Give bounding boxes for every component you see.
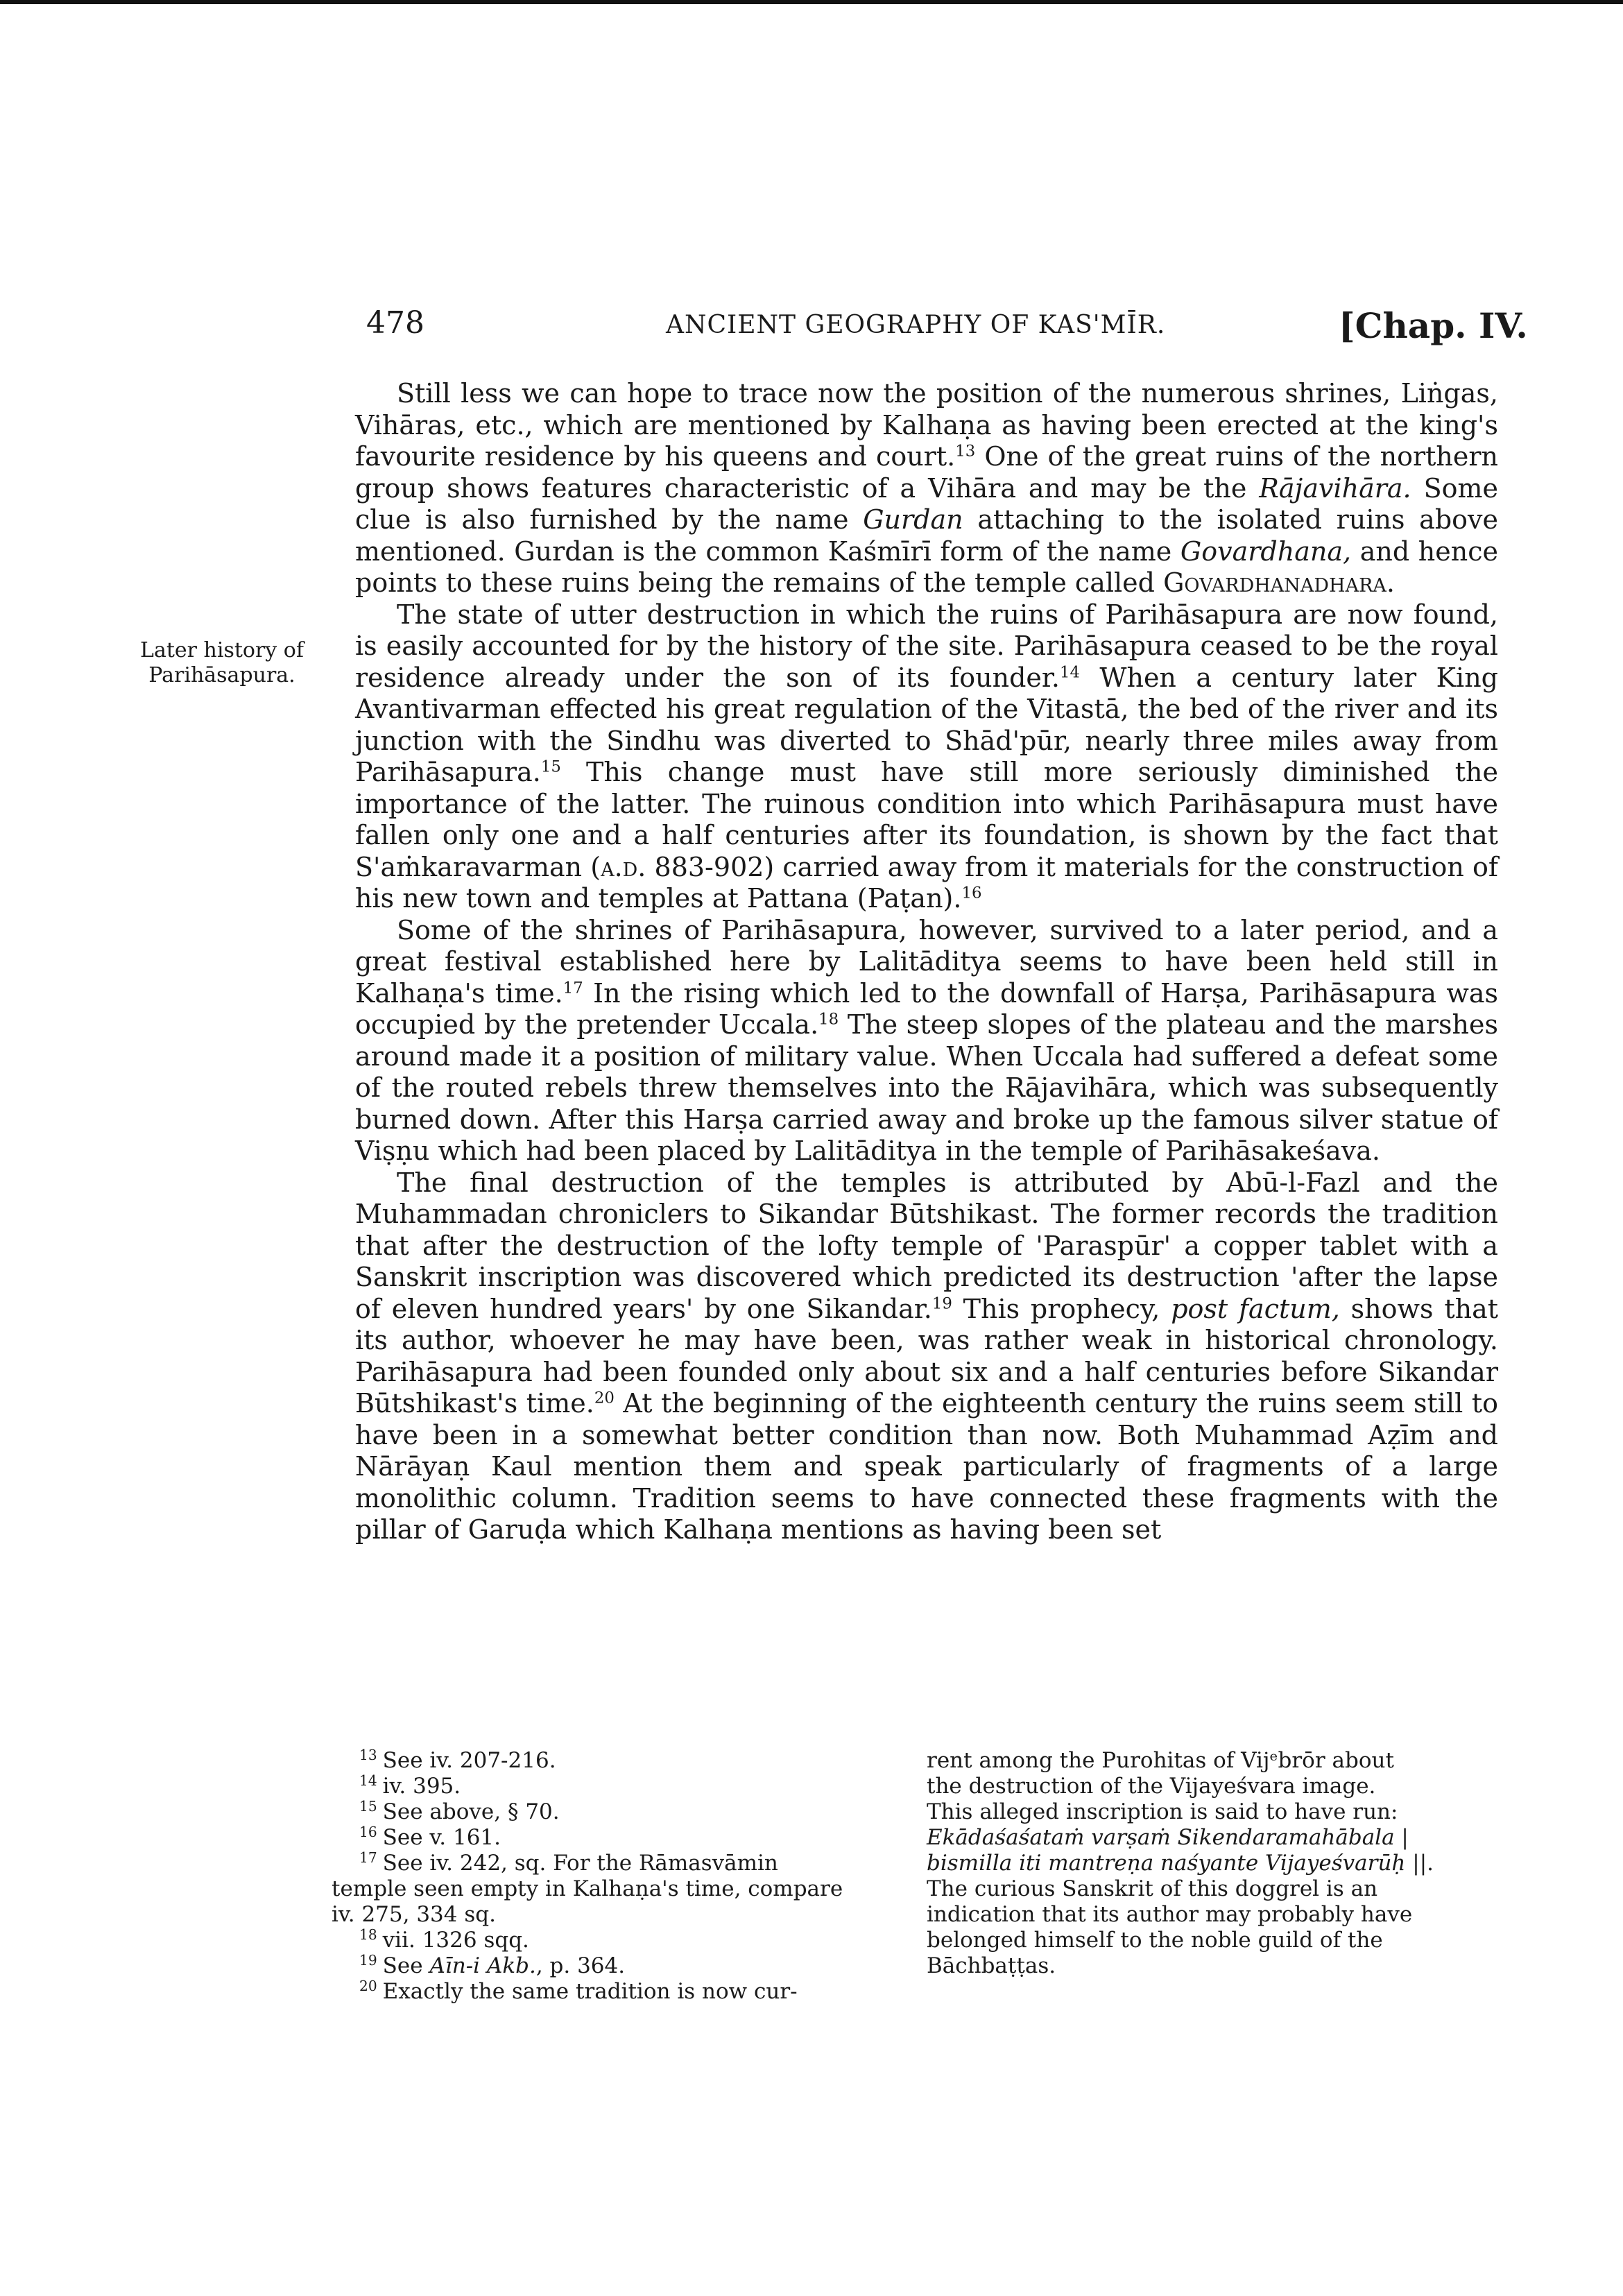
page-header — [0, 305, 1623, 354]
footnote-ref: 20 — [594, 1389, 615, 1407]
paragraph: Still less we can hope to trace now the position of the numerous shrines, Liṅgas, Vihāras, etc., which are mentioned by Kalhaṇa as having been erected at the king's favourite residence by his queens and court.$^{13}$ One of the great ruins of the northern group shows features characteristic of a Vihāra and may be the Rājavihāra. Some clue is also furnished by the name Gurdan attaching to the isolated ruins above mentioned. Gurdan is the common Kaśmīrī form of the name Govardhana, and hence points to these ruins being the remains of the temple called Govardhanadhara. — [355, 378, 1498, 598]
footnote-ref: 18 — [818, 1010, 839, 1029]
footnote-ref: 15 — [540, 757, 561, 776]
footnote-continuation: This alleged inscription is said to have run: — [927, 1799, 1398, 1824]
footnote: $^{16}$ See v. 161. — [359, 1823, 501, 1850]
footnote-ref: 13 — [955, 442, 976, 461]
footnote: $^{14}$ iv. 395. — [359, 1772, 461, 1799]
footnote: $^{18}$ vii. 1326 sqq. — [359, 1926, 529, 1953]
main-text — [355, 378, 1498, 1546]
footnote-continuation: Bāchbaṭṭas. — [927, 1953, 1056, 1978]
page-number: 478 — [366, 305, 424, 341]
footnote: $^{17}$ See iv. 242, sq. For the Rāmasvāmin — [359, 1849, 778, 1876]
paragraph: Some of the shrines of Parihāsapura, however, survived to a later period, and a great festival established here by Lalitāditya seems to have been held still in Kalhaṇa's time.$^{17}$ In the rising which led to the downfall of Harṣa, Parihāsapura was occupied by the pretender Uccala.$^{18}$ The steep slopes of the plateau and the marshes around made it a position of military value. When Uccala had suffered a defeat some of the routed rebels threw themselves into the Rājavihāra, which was subsequently burned down. After this Harṣa carried away and broke up the famous silver statue of Viṣṇu which had been placed by Lalitāditya in the temple of Parihāsakeśava. — [355, 914, 1499, 1166]
chapter-label: [Chap. IV. — [1339, 305, 1528, 346]
footnote: $^{13}$ See iv. 207-216. — [359, 1746, 556, 1773]
footnotes-left-column — [332, 1748, 893, 2005]
footnote-continuation: indication that its author may probably have — [927, 1902, 1413, 1927]
footnote-continuation: The curious Sanskrit of this doggrel is an — [927, 1876, 1378, 1901]
footnote-continuation: iv. 275, 334 sq. — [332, 1902, 496, 1927]
margin-note — [111, 638, 333, 688]
footnote: $^{20}$ Exactly the same tradition is now cur- — [359, 1977, 798, 2004]
footnote-ref: 17 — [563, 978, 583, 997]
footnote: $^{19}$ See Aīn-i Akb., p. 364. — [359, 1951, 626, 1978]
paragraph: The state of utter destruction in which the ruins of Parihāsapura are now found, is easily accounted for by the history of the site. Parihāsapura ceased to be the royal residence already under the son of its founder.$^{14}$ When a century later King Avantivarman effected his great regulation of the Vitastā, the bed of the river and its junction with the Sindhu was diverted to Shād'pūr, nearly three miles away from Parihāsapura.$^{15}$ This change must have still more seriously diminished the importance of the latter. The ruinous condition into which Parihāsapura must have fallen only one and a half centuries after its foundation, is shown by the fact that S'aṁkaravarman (a.d. 883-902) carried away from it materials for the construction of his new town and temples at Pattana (Paṭan).$^{16}$ — [355, 599, 1498, 914]
paragraph: The final destruction of the temples is attributed by Abū-l-Fazl and the Muhammadan chroniclers to Sikandar Būtshikast. The former records the tradition that after the destruction of the lofty temple of 'Paraspūr' a copper tablet with a Sanskrit inscription was discovered which predicted its destruction 'after the lapse of eleven hundred years' by one Sikandar.$^{19}$ This prophecy, post factum, shows that its author, whoever he may have been, was rather weak in historical chronology. Parihāsapura had been founded only about six and a half centuries before Sikandar Būtshikast's time.$^{20}$ At the beginning of the eighteenth century the ruins seem still to have been in a somewhat better condition than now. Both Muhammad Aẓīm and Nārāyaṇ Kaul mention them and speak particularly of fragments of a large monolithic column. Tradition seems to have connected these fragments with the pillar of Garuḍa which Kalhaṇa mentions as having been set — [355, 1167, 1498, 1545]
margin-note-line: Later history of — [140, 638, 304, 662]
sanskrit-verse-line: Ekādaśaśataṁ varṣaṁ Sikendaramahābala | — [927, 1825, 1409, 1850]
footnote-continuation: belonged himself to the noble guild of the — [927, 1928, 1383, 1953]
footnotes-right-column — [927, 1748, 1482, 1979]
footnote-ref: 16 — [961, 884, 982, 902]
footnote: $^{15}$ See above, § 70. — [359, 1797, 560, 1824]
top-rule — [0, 0, 1623, 4]
footnote-ref: 19 — [931, 1294, 952, 1312]
margin-note-line: Parihāsapura. — [148, 663, 295, 687]
footnote-continuation: temple seen empty in Kalhaṇa's time, compare — [332, 1876, 843, 1901]
footnote-continuation: rent among the Purohitas of Vijᵉbrōr about — [927, 1748, 1394, 1773]
footnote-continuation: the destruction of the Vijayeśvara image. — [927, 1774, 1376, 1799]
sanskrit-verse-line: bismilla iti mantreṇa naśyante Vijayeśvarūḥ ||. — [927, 1851, 1434, 1876]
running-title: ANCIENT GEOGRAPHY OF KAS'MĪR. — [666, 311, 1166, 339]
footnote-ref: 14 — [1059, 662, 1080, 681]
